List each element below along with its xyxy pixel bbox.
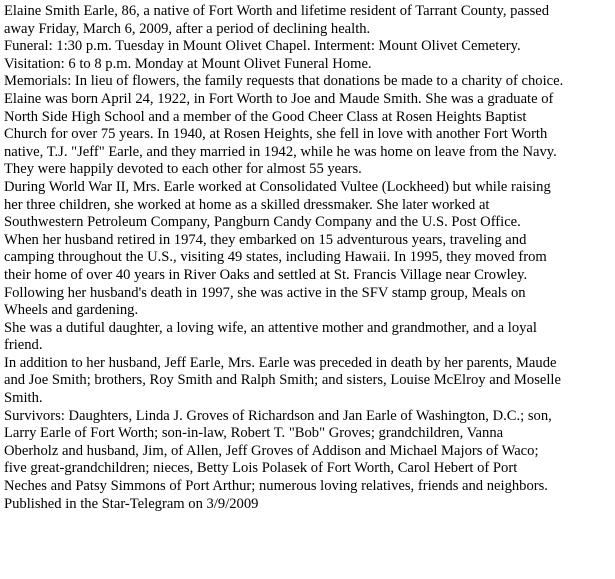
paragraph-intro <box>4 3 615 38</box>
text-line: They were happily devoted to each other for almost 55 years. <box>4 161 362 178</box>
text-line: When her husband retired in 1974, they embarked on 15 adventurous years, traveling and <box>4 231 527 248</box>
text-line: their home of over 40 years in River Oaks and settled at St. Francis Village near Crowley. <box>4 266 528 283</box>
text-line: Elaine Smith Earle, 86, a native of Fort Worth and lifetime resident of Tarrant County, passed <box>4 3 550 19</box>
text-line: Church for over 75 years. In 1940, at Rosen Heights, she fell in love with another Fort Worth <box>4 126 548 143</box>
text-line: camping throughout the U.S., visiting 49 states, including Hawaii. In 1995, they moved from <box>4 249 547 266</box>
text-line: native, T.J. "Jeff" Earle, and they married in 1942, while he was home on leave from the Navy. <box>4 143 557 160</box>
text-line: Funeral: 1:30 p.m. Tuesday in Mount Olivet Chapel. Interment: Mount Olivet Cemetery. <box>4 38 521 55</box>
text-line: Published in the Star-Telegram on 3/9/2009 <box>4 495 259 512</box>
paragraph-biography <box>4 91 615 179</box>
paragraph-survivors <box>4 408 615 496</box>
text-line: Elaine was born April 24, 1922, in Fort Worth to Joe and Maude Smith. She was a graduate of <box>4 90 554 107</box>
text-line: Larry Earle of Fort Worth; son-in-law, Robert T. "Bob" Groves; grandchildren, Vanna <box>4 425 504 442</box>
text-line: Southwestern Petroleum Company, Pangburn Candy Company and the U.S. Post Office. <box>4 214 521 231</box>
text-line: Smith. <box>4 390 43 407</box>
publication-note <box>4 496 615 514</box>
paragraph-visitation <box>4 56 615 74</box>
text-line: She was a dutiful daughter, a loving wife, an attentive mother and grandmother, and a loyal <box>4 319 537 336</box>
text-line: In addition to her husband, Jeff Earle, Mrs. Earle was preceded in death by her parents, Maude <box>4 354 557 371</box>
text-line: Following her husband's death in 1997, she was active in the SFV stamp group, Meals on <box>4 284 526 301</box>
text-line: Oberholz and husband, Jim, of Allen, Jeff Groves of Addison and Michael Majors of Waco; <box>4 442 539 459</box>
paragraph-funeral <box>4 38 615 56</box>
text-line: North Side High School and a member of the Good Cheer Class at Rosen Heights Baptist <box>4 108 527 125</box>
text-line: During World War II, Mrs. Earle worked at Consolidated Vultee (Lockheed) but while raising <box>4 178 551 195</box>
paragraph-retirement <box>4 232 615 320</box>
text-line: five great-grandchildren; nieces, Betty Lois Polasek of Fort Worth, Carol Hebert of Port <box>4 460 518 477</box>
paragraph-character <box>4 320 615 355</box>
text-line: her three children, she worked at home as a skilled dressmaker. She later worked at <box>4 196 490 213</box>
paragraph-preceded <box>4 355 615 408</box>
paragraph-career <box>4 179 615 232</box>
text-line: Visitation: 6 to 8 p.m. Monday at Mount Olivet Funeral Home. <box>4 55 372 72</box>
text-line: away Friday, March 6, 2009, after a period of declining health. <box>4 20 371 37</box>
text-line: Survivors: Daughters, Linda J. Groves of Richardson and Jan Earle of Washington, D.C.; son, <box>4 407 552 424</box>
text-line: and Joe Smith; brothers, Roy Smith and Ralph Smith; and sisters, Louise McElroy and Moselle <box>4 372 561 389</box>
text-line: Neches and Patsy Simmons of Port Arthur; numerous loving relatives, friends and neighbors. <box>4 478 548 495</box>
text-line: Wheels and gardening. <box>4 302 139 319</box>
text-line: friend. <box>4 337 43 354</box>
text-line: Memorials: In lieu of flowers, the family requests that donations be made to a charity of choice. <box>4 73 564 90</box>
paragraph-memorials <box>4 73 615 91</box>
